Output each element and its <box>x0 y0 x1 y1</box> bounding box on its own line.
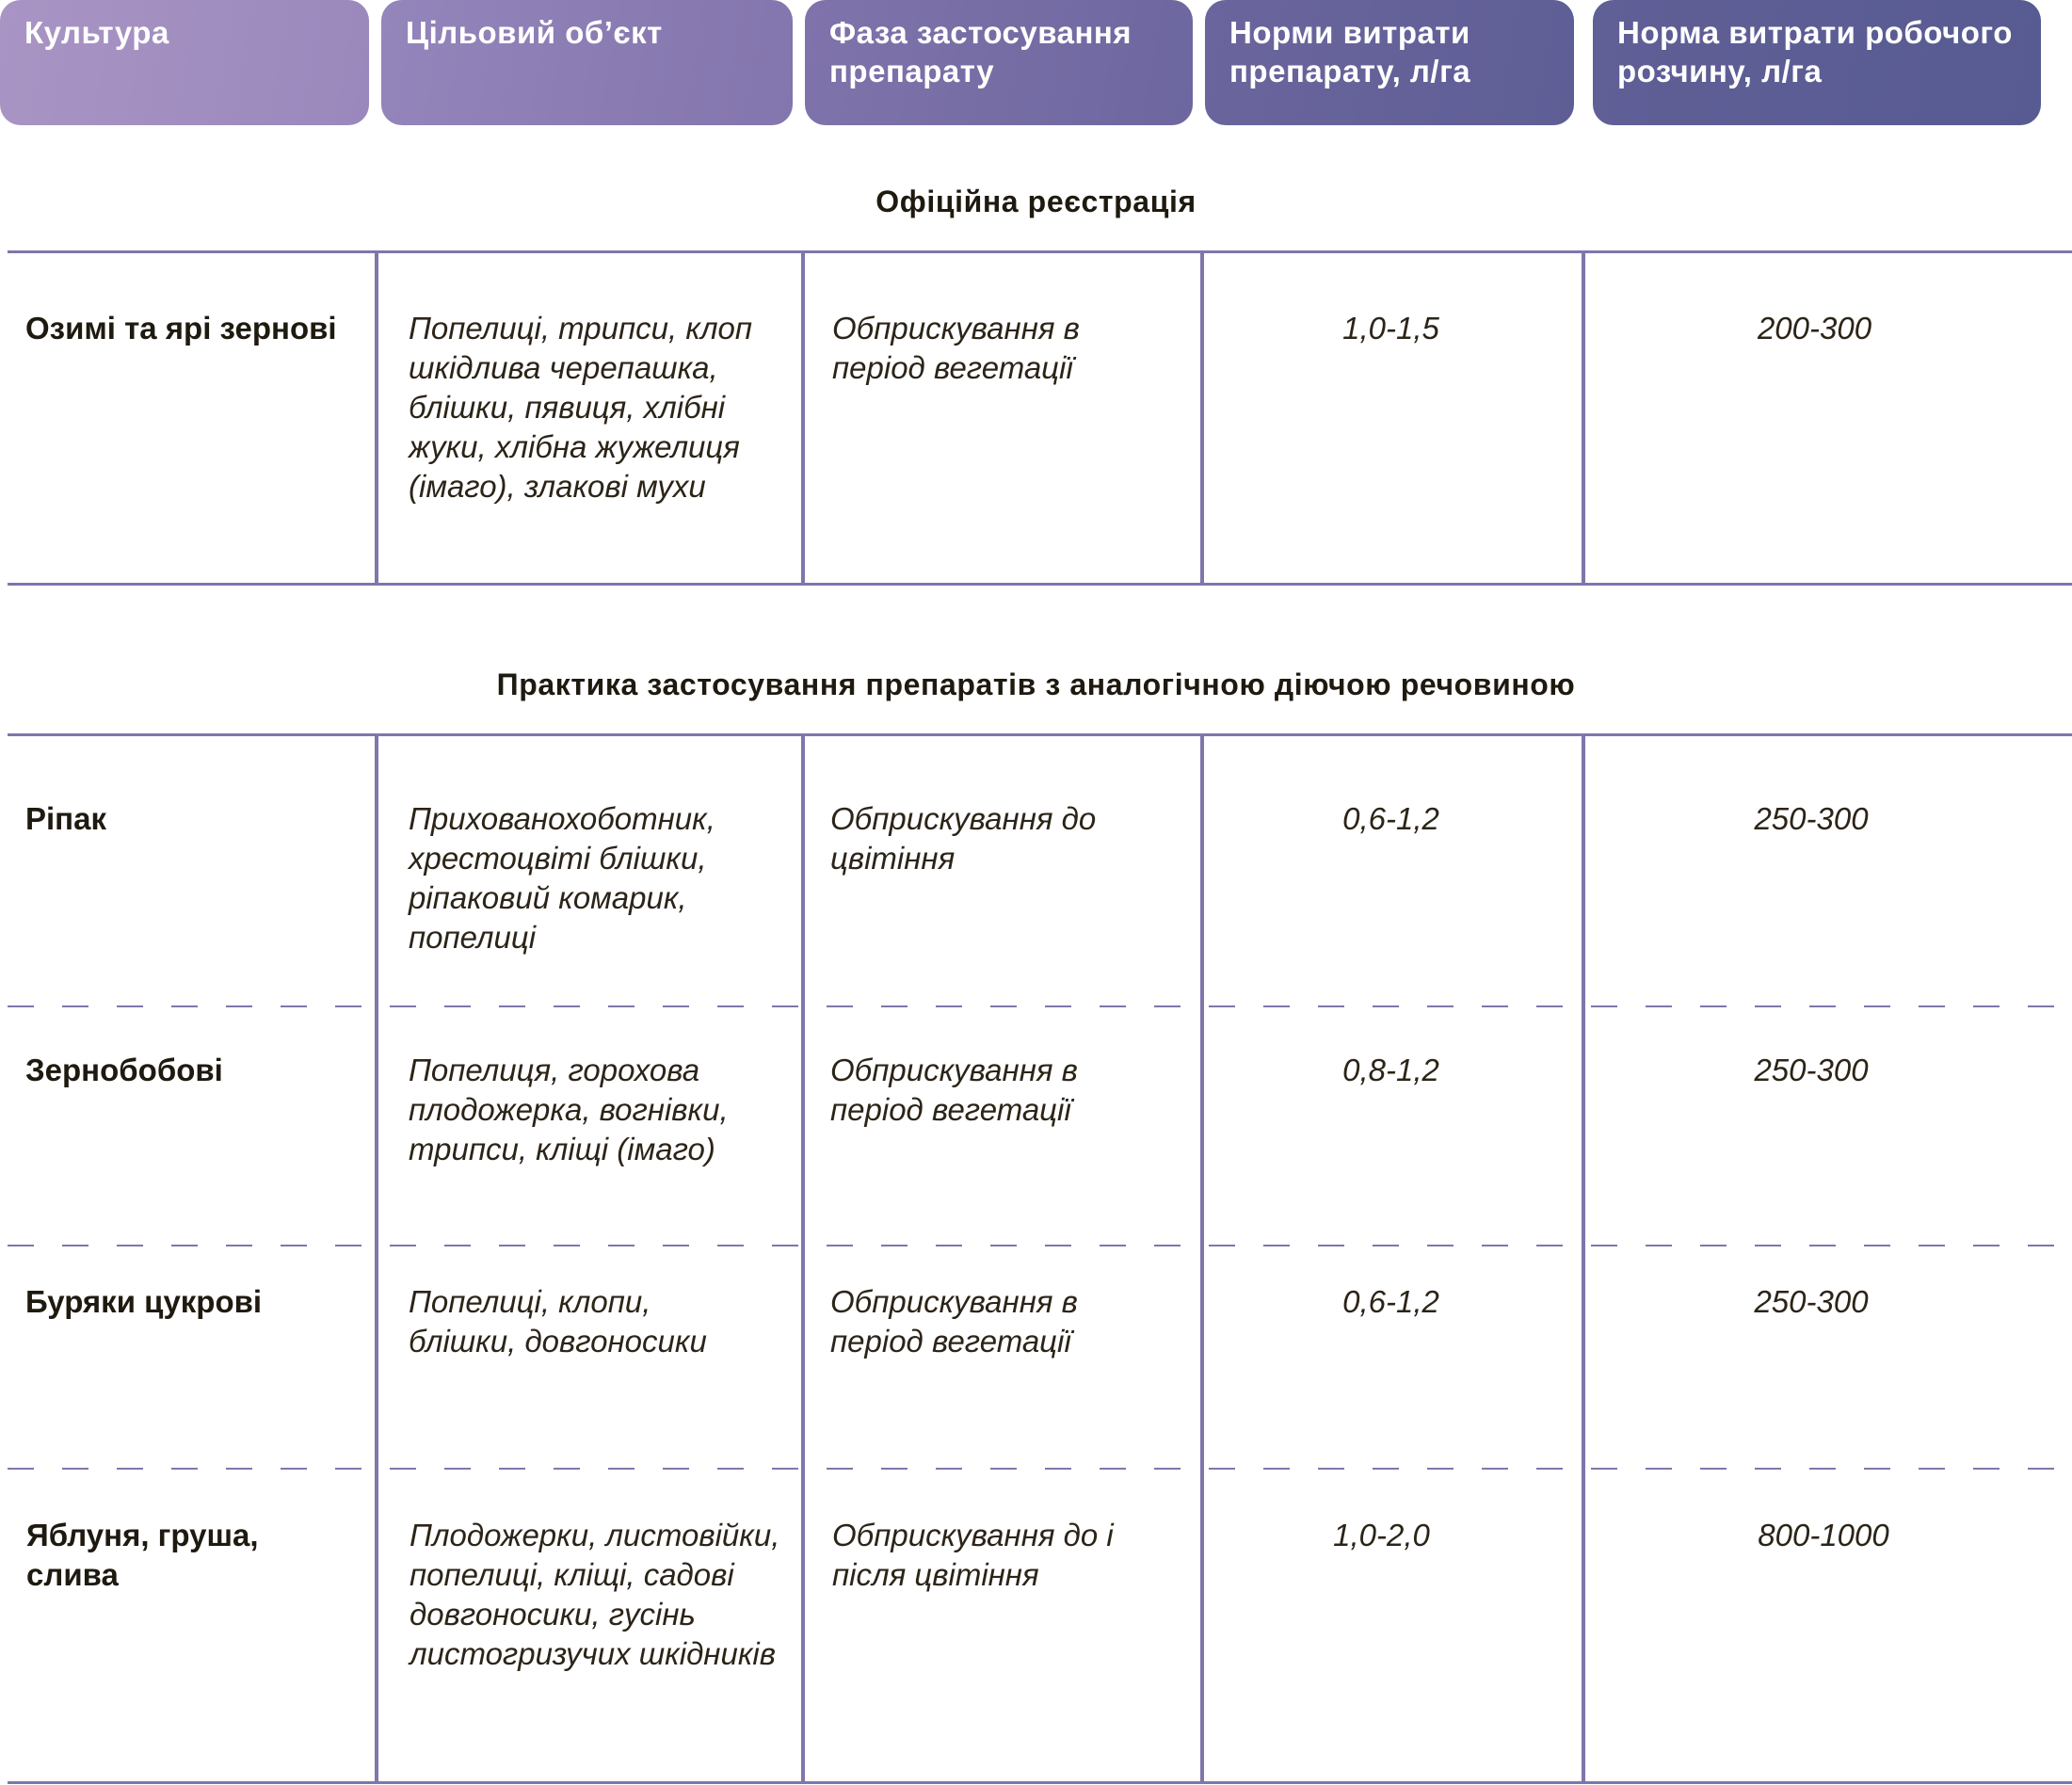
section-1-bottom-rule <box>8 583 2072 586</box>
row-separator <box>8 1245 2072 1246</box>
section-title-official: Офіційна реєстрація <box>875 185 1197 218</box>
target-cell: Попелиця, горохова плодожерка, вогнівки, трипси, кліщі (імаго) <box>409 1053 729 1166</box>
section-1-top-rule <box>8 250 2072 253</box>
rate-cell: 0,8-1,2 <box>1342 1053 1439 1087</box>
phase-cell: Обприскування до цвітіння <box>830 801 1097 876</box>
phase-cell: Обприскування в період вегетації <box>830 1053 1078 1127</box>
target-cell: Попелиці, трипси, клоп шкідлива черепашка, блішки, пявиця, хлібні жуки, хлібна жужелиця (імаго), злакові мухи <box>409 311 753 504</box>
rate-cell: 0,6-1,2 <box>1342 1284 1439 1319</box>
solution-cell: 250-300 <box>1754 1053 1869 1087</box>
section-1-divider-2 <box>801 252 805 584</box>
crop-cell: Яблуня, груша, слива <box>26 1518 259 1592</box>
target-cell: Плодожерки, листовійки, попелиці, кліщі, садові довгоносики, гусінь листогризучих шкідників <box>410 1518 780 1671</box>
crop-cell: Озимі та ярі зернові <box>25 311 337 346</box>
section-2-bottom-rule <box>8 1781 2072 1784</box>
crop-cell: Зернобобові <box>25 1053 223 1087</box>
rate-cell: 0,6-1,2 <box>1342 801 1439 836</box>
phase-cell: Обприскування в період вегетації <box>830 1284 1078 1359</box>
row-separator <box>8 1005 2072 1007</box>
section-2-divider-4 <box>1582 735 1585 1781</box>
column-header-crop: Культура <box>0 0 369 125</box>
phase-cell: Обприскування до і після цвітіння <box>832 1518 1114 1592</box>
crop-cell: Буряки цукрові <box>25 1284 263 1319</box>
solution-cell: 800-1000 <box>1758 1518 1889 1552</box>
section-1-divider-1 <box>375 252 378 584</box>
solution-cell: 200-300 <box>1757 311 1872 346</box>
phase-cell: Обприскування в період вегетації <box>832 311 1080 385</box>
solution-cell: 250-300 <box>1754 801 1869 836</box>
row-separator <box>8 1468 2072 1470</box>
column-header-target: Цільовий об’єкт <box>381 0 793 125</box>
rate-cell: 1,0-1,5 <box>1342 311 1439 346</box>
section-1-divider-4 <box>1582 252 1585 584</box>
section-2-top-rule <box>8 733 2072 736</box>
section-2-divider-2 <box>801 735 805 1781</box>
section-1-divider-3 <box>1200 252 1204 584</box>
section-2-divider-1 <box>375 735 378 1781</box>
section-title-practice: Практика застосування препаратів з аналогічною діючою речовиною <box>496 667 1576 701</box>
solution-cell: 250-300 <box>1754 1284 1869 1319</box>
section-2-divider-3 <box>1200 735 1204 1781</box>
crop-cell: Ріпак <box>25 801 106 836</box>
rate-cell: 1,0-2,0 <box>1333 1518 1430 1552</box>
column-header-solution: Норма витрати робочого розчину, л/га <box>1593 0 2041 125</box>
column-header-rate: Норми витрати препарату, л/га <box>1205 0 1574 125</box>
target-cell: Прихованохоботник, хрестоцвіті блішки, ріпаковий комарик, попелиці <box>409 801 715 955</box>
column-header-phase: Фаза застосування препарату <box>805 0 1193 125</box>
target-cell: Попелиці, клопи, блішки, довгоносики <box>409 1284 707 1359</box>
